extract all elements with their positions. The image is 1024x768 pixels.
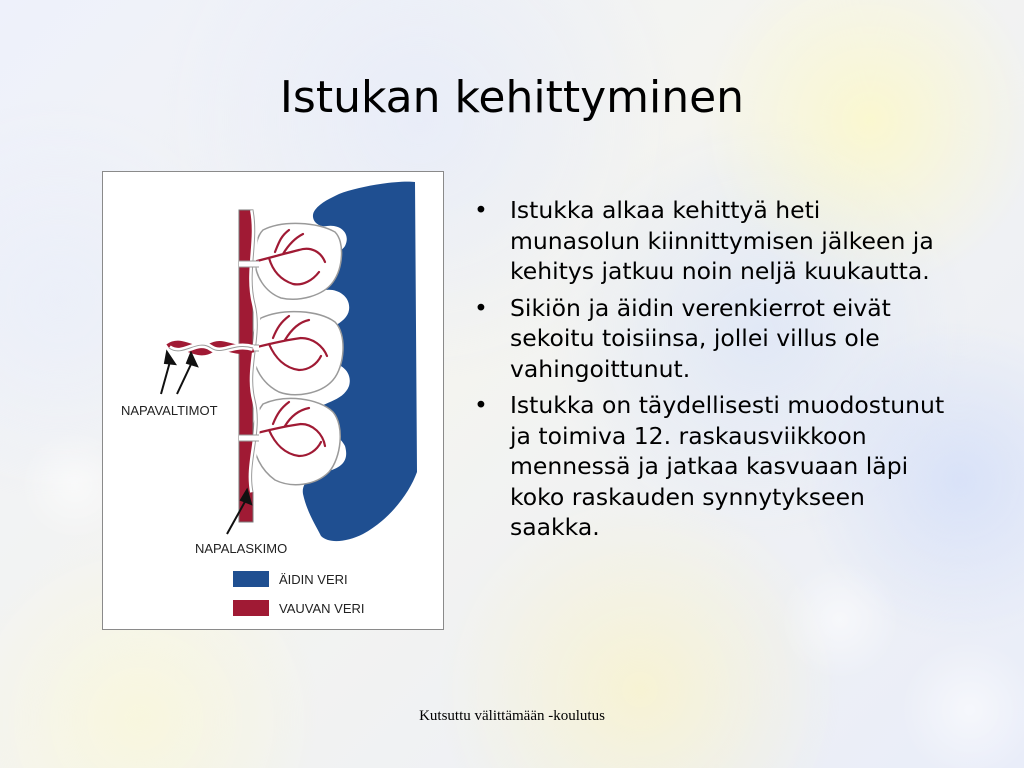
- bullet-text: Istukka alkaa kehittyä heti munasolun kiinnittymisen jälkeen ja kehitys jatkuu noin neljä kuukautta.: [510, 196, 934, 285]
- bullet-item: [474, 293, 954, 385]
- bullet-text: Sikiön ja äidin verenkierrot eivät sekoitu toisiinsa, jollei villus ole vahingoittunut.: [510, 293, 891, 383]
- slide-footer: Kutsuttu välittämään -koulutus: [419, 708, 605, 724]
- bullet-marker: •: [474, 391, 488, 419]
- legend-swatch-maternal: [233, 571, 269, 587]
- label-napavaltimot: NAPAVALTIMOT: [121, 403, 218, 418]
- legend-label-maternal: ÄIDIN VERI: [279, 572, 348, 587]
- umbilical-cord-twist: [169, 345, 253, 351]
- background-bubble: [780, 560, 900, 680]
- villus-lobe: [253, 398, 340, 484]
- villi-lobes: [253, 223, 343, 484]
- villus-lobe: [255, 223, 342, 299]
- placenta-diagram: [102, 171, 444, 630]
- background-bubble: [900, 640, 1024, 768]
- slide-title: Istukan kehittyminen: [279, 72, 745, 123]
- arrows: [161, 352, 251, 534]
- bullet-text: Istukka on täydellisesti muodostunut ja toimiva 12. raskausviikkoon mennessä ja jatkaa kasvuaan läpi koko raskauden synnytykseen saakka.: [510, 391, 945, 541]
- bullet-marker: •: [474, 293, 488, 322]
- bullet-marker: •: [474, 196, 488, 224]
- bullet-item: [474, 195, 954, 287]
- legend-swatch-fetal: [233, 600, 269, 616]
- label-napalaskimo: NAPALASKIMO: [195, 541, 288, 556]
- legend-label-fetal: VAUVAN VERI: [279, 601, 365, 616]
- bullet-list: [474, 195, 954, 549]
- bullet-item: [474, 390, 954, 543]
